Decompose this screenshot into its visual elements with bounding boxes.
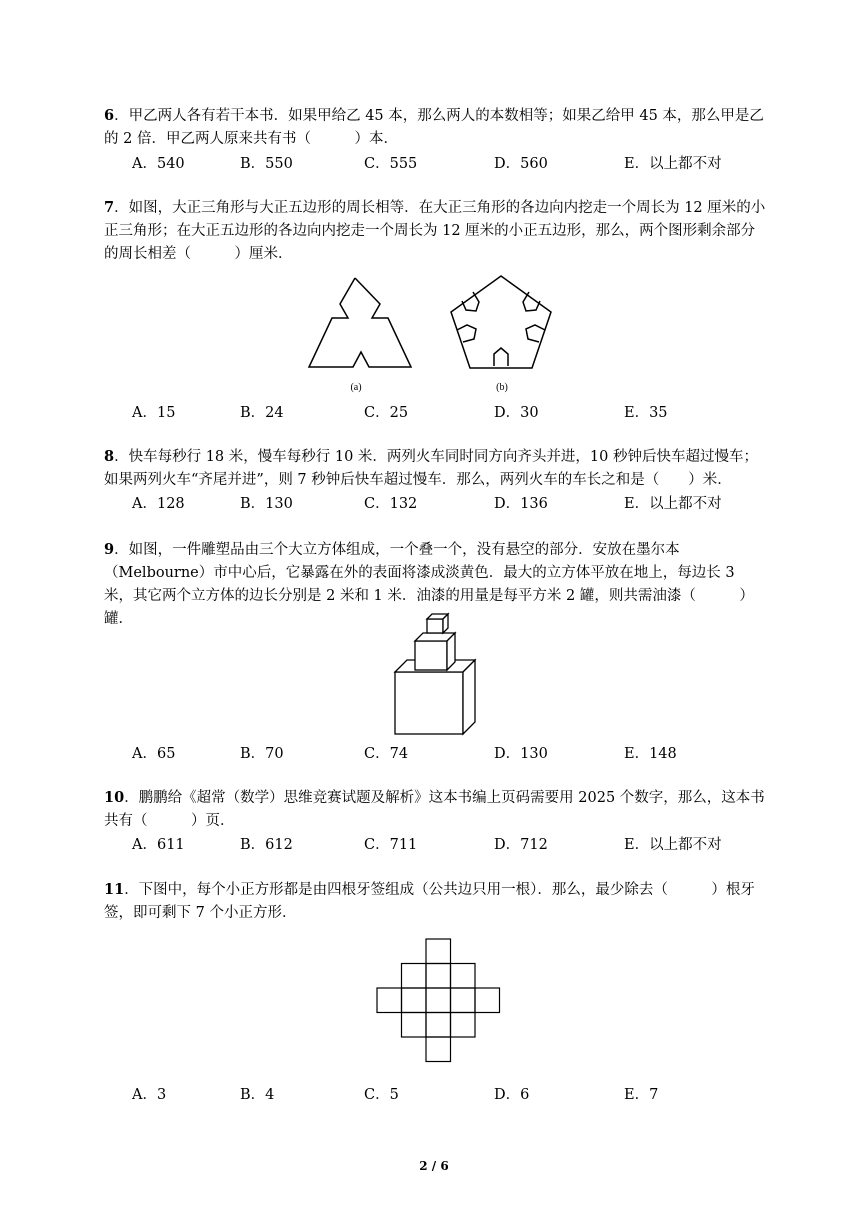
question-7 bbox=[104, 196, 766, 266]
option-d: D．712 bbox=[494, 837, 548, 853]
question-6 bbox=[104, 104, 766, 151]
grid-cell bbox=[426, 1013, 451, 1038]
question-number: 10 bbox=[104, 789, 125, 806]
medium-cube-front bbox=[415, 641, 447, 670]
grid-cell bbox=[402, 1013, 427, 1038]
option-d: D．6 bbox=[494, 1087, 530, 1103]
option-a: A．65 bbox=[132, 746, 176, 762]
option-b: B．24 bbox=[240, 405, 284, 421]
option-b: B．70 bbox=[240, 746, 284, 762]
toothpick-grid bbox=[377, 939, 500, 1062]
options-7 bbox=[132, 401, 752, 423]
option-d: D．136 bbox=[494, 496, 548, 512]
question-number: 7 bbox=[104, 199, 115, 216]
option-c: C．25 bbox=[364, 405, 409, 421]
option-e: E．以上都不对 bbox=[624, 496, 722, 512]
grid-cell bbox=[402, 964, 427, 989]
question-text: ．如图，一件雕塑品由三个大立方体组成，一个叠一个，没有悬空的部分．安放在墨尔本（Melbourne）市中心后，它暴露在外的表面将漆成淡黄色．最大的立方体平放在地上，每边长 3 米，其它两个立方体的边长分别是 2 米和 1 米．油漆的用量是每平方米 2 罐，则共需油漆（ ）罐． bbox=[104, 542, 754, 627]
question-11 bbox=[104, 878, 766, 925]
option-e: E．35 bbox=[624, 405, 668, 421]
grid-cell bbox=[451, 1013, 476, 1038]
options-11 bbox=[132, 1083, 752, 1105]
question-text: ．下图中，每个小正方形都是由四根牙签组成（公共边只用一根）．那么，最少除去（ ）根牙签，即可剩下 7 个小正方形． bbox=[104, 882, 755, 921]
figure-stacked-cubes bbox=[385, 606, 485, 736]
grid-cell bbox=[426, 1037, 451, 1062]
cube-stack bbox=[395, 614, 475, 734]
option-d: D．130 bbox=[494, 746, 548, 762]
question-text: ．甲乙两人各有若干本书．如果甲给乙 45 本，那么两人的本数相等；如果乙给甲 45 本，那么甲是乙的 2 倍．甲乙两人原来共有书（ ）本． bbox=[104, 108, 764, 147]
question-text: ．快车每秒行 18 米，慢车每秒行 10 米．两列火车同时同方向齐头并进，10 秒钟后快车超过慢车；如果两列火车“齐尾并进”，则 7 秒钟后快车超过慢车．那么，两列火车的车长之和是（ ）米． bbox=[104, 449, 758, 488]
grid-cell bbox=[475, 988, 500, 1013]
option-e: E．7 bbox=[624, 1087, 659, 1103]
grid-cell bbox=[402, 988, 427, 1013]
notched-triangle bbox=[309, 278, 411, 367]
question-10 bbox=[104, 786, 766, 833]
grid-cell bbox=[426, 988, 451, 1013]
figure-label-b: (b) bbox=[496, 382, 508, 393]
options-6 bbox=[132, 152, 752, 174]
figure-toothpick-grid bbox=[374, 936, 504, 1066]
option-b: B．130 bbox=[240, 496, 293, 512]
question-8 bbox=[104, 445, 766, 492]
option-e: E．以上都不对 bbox=[624, 837, 722, 853]
option-d: D．30 bbox=[494, 405, 539, 421]
grid-cell bbox=[451, 988, 476, 1013]
question-text: ．鹏鹏给《超常（数学）思维竞赛试题及解析》这本书编上页码需要用 2025 个数字，那么，这本书共有（ ）页． bbox=[104, 790, 765, 829]
question-number: 11 bbox=[104, 881, 125, 898]
grid-cell bbox=[377, 988, 402, 1013]
options-9 bbox=[132, 742, 752, 764]
option-e: E．148 bbox=[624, 746, 677, 762]
notched-pentagon bbox=[451, 276, 551, 368]
option-b: B．612 bbox=[240, 837, 293, 853]
option-c: C．711 bbox=[364, 837, 418, 853]
grid-cell bbox=[451, 964, 476, 989]
option-c: C．132 bbox=[364, 496, 418, 512]
page-number: 2 / 6 bbox=[419, 1159, 449, 1173]
small-cube-front bbox=[427, 619, 443, 633]
options-10 bbox=[132, 833, 752, 855]
grid-cell bbox=[426, 939, 451, 964]
question-text: ．如图，大正三角形与大正五边形的周长相等．在大正三角形的各边向内挖走一个周长为 12 厘米的小正三角形；在大正五边形的各边向内挖走一个周长为 12 厘米的小正五边形，那么，两个图形剩余部分的周长相差（ ）厘米． bbox=[104, 200, 766, 262]
option-a: A．128 bbox=[132, 496, 185, 512]
big-cube-front bbox=[395, 672, 463, 734]
question-number: 8 bbox=[104, 448, 115, 465]
options-8 bbox=[132, 492, 752, 514]
grid-cell bbox=[426, 964, 451, 989]
option-b: B．4 bbox=[240, 1087, 275, 1103]
option-e: E．以上都不对 bbox=[624, 156, 722, 172]
option-c: C．555 bbox=[364, 156, 418, 172]
figure-label-a: (a) bbox=[350, 382, 362, 393]
figure-triangle-pentagon bbox=[300, 270, 560, 395]
option-a: A．15 bbox=[132, 405, 176, 421]
option-a: A．611 bbox=[132, 837, 185, 853]
option-d: D．560 bbox=[494, 156, 548, 172]
big-cube-side bbox=[463, 660, 475, 734]
option-a: A．540 bbox=[132, 156, 185, 172]
question-number: 6 bbox=[104, 107, 115, 124]
option-c: C．74 bbox=[364, 746, 409, 762]
option-a: A．3 bbox=[132, 1087, 167, 1103]
option-c: C．5 bbox=[364, 1087, 399, 1103]
option-b: B．550 bbox=[240, 156, 293, 172]
question-number: 9 bbox=[104, 541, 115, 558]
